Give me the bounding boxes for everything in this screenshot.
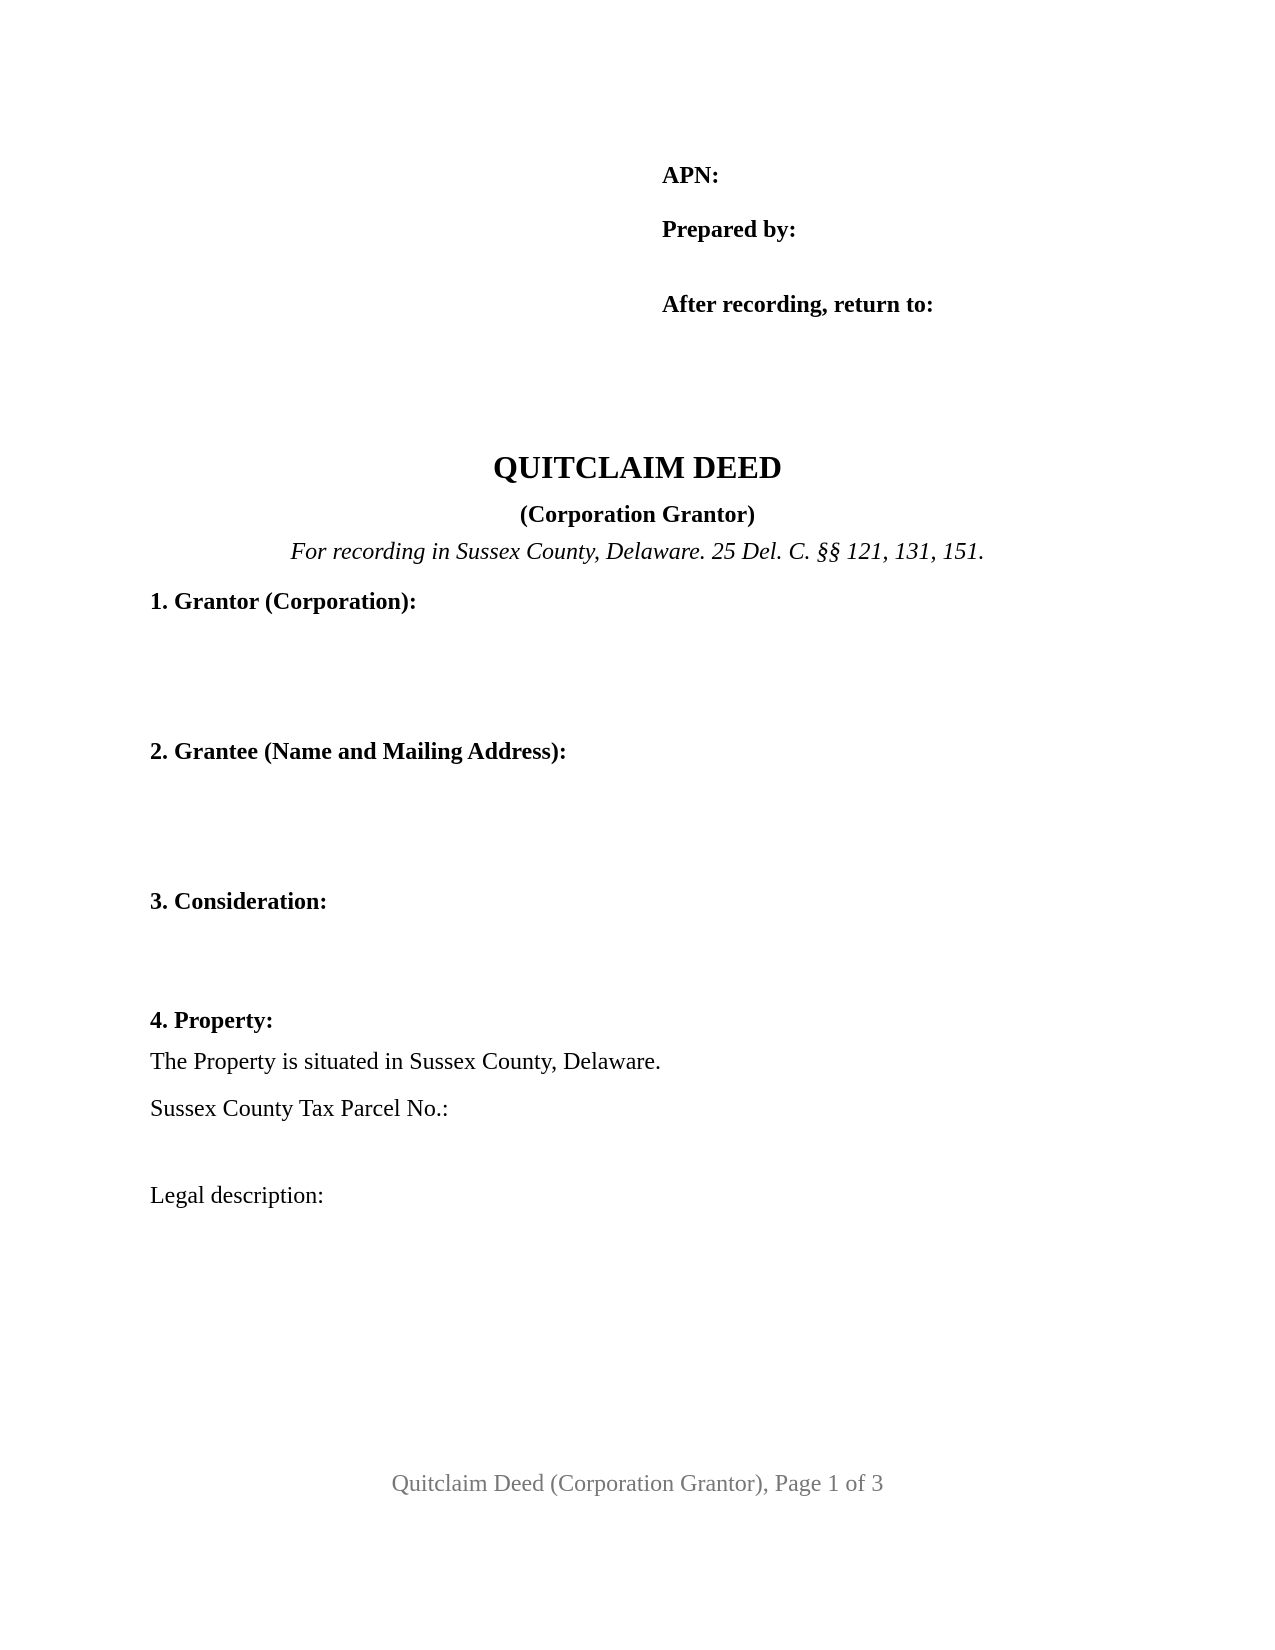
property-location-text: The Property is situated in Sussex County, Delaware. [150, 1049, 662, 1075]
legal-description-label: Legal description: [150, 1183, 324, 1209]
grantor-heading: 1. Grantor (Corporation): [150, 589, 417, 615]
document-title: QUITCLAIM DEED [493, 449, 782, 485]
statute-note: For recording in Sussex County, Delaware. 25 Del. C. §§ 121, 131, 151. [290, 539, 985, 565]
grantee-heading: 2. Grantee (Name and Mailing Address): [150, 739, 567, 765]
return-to-label: After recording, return to: [662, 292, 934, 318]
consideration-heading: 3. Consideration: [150, 889, 328, 915]
property-heading: 4. Property: [150, 1008, 274, 1034]
prepared-by-label: Prepared by: [662, 217, 797, 243]
page-footer: Quitclaim Deed (Corporation Grantor), Page 1 of 3 [391, 1471, 884, 1497]
apn-label: APN: [662, 163, 720, 189]
document-subtitle: (Corporation Grantor) [519, 502, 756, 528]
tax-parcel-label: Sussex County Tax Parcel No.: [150, 1096, 449, 1122]
